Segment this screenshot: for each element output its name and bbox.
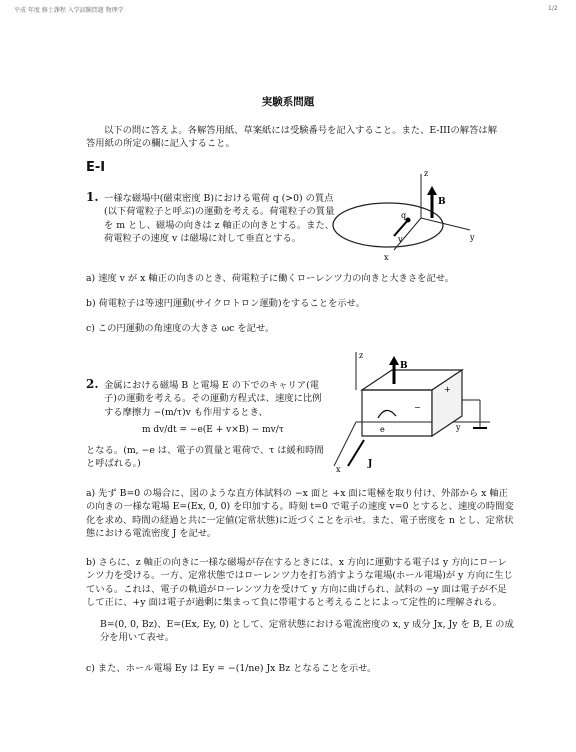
- page-header-left: 平成 年度 修士課程 入学試験問題 物理学: [14, 7, 124, 14]
- question-1b: b) 荷電粒子は等速円運動(サイクロトロン運動)をすることを示せ。: [86, 298, 365, 309]
- figure-hall-sample: [330, 348, 510, 476]
- page-title: 実験系問題: [261, 96, 315, 108]
- fig1-label-q: q: [401, 211, 407, 220]
- y-axis: [421, 218, 470, 230]
- equation-of-motion: m dv/dt = −e(E + v×B) − mv/τ: [142, 425, 284, 435]
- v-arrow: [394, 220, 408, 236]
- fig2-label-e: e: [380, 425, 385, 434]
- fig2-label-j: J: [368, 459, 373, 469]
- figure-cyclotron: [330, 168, 480, 268]
- electron-path: [378, 410, 396, 418]
- fig2-label-plus: +: [444, 385, 451, 394]
- fig1-label-x: x: [384, 253, 389, 262]
- intro-paragraph: 以下の問に答えよ。各解答用紙、草案紙には受験番号を記入すること。また、E-IIIの解答は解答用紙の所定の欄に記入すること。: [86, 125, 497, 150]
- fig1-label-b: B: [438, 197, 446, 207]
- question-2b-part2: B=(0, 0, Bz)、E=(Ex, Ey, 0) として、定常状態における電流密度の x, y 成分 Jx, Jy を B, E の成分を用いて表せ。: [100, 619, 514, 644]
- orbit-ellipse: [333, 203, 443, 247]
- question-2a: a) 先ず B=0 の場合に、図のような直方体試料の −x 面と +x 面に電極を取り付け、外部から x 軸正の向きの一様な電場 E=(Ex, 0, 0) を印加する。時刻 t=0 で電子の速度 v=0 とすると、速度の時間変化を求め、時間の経過と共に一定値(定常状態)に近づくことを示せ。また、電子密度を n とし、定常状態における電流密度 J を記せ。: [86, 488, 514, 539]
- question-1c: c) この円運動の角速度の大きさ ωc を記せ。: [86, 323, 275, 334]
- question-2-text: 金属における磁場 B と電場 E の下でのキャリア(電子)の運動を考える。その運動方程式は、速度に比例する摩擦力 −(m/τ)v も作用するとき、: [104, 380, 322, 418]
- question-1a: a) 速度 v が x 軸正の向きのとき、荷電粒子に働くローレンツ力の向きと大きさを記せ。: [86, 273, 455, 284]
- fig2-label-b: B: [400, 361, 408, 371]
- box-front: [362, 390, 432, 436]
- question-2b: b) さらに、z 軸正の向きに一様な磁場が存在するときには、x 方向に運動する電子は y 方向にローレンツ力を受ける。一方、定常状態ではローレンツ力を打ち消すような電場(ホール電場)が y 方向に生じている。これは、電子の軌道がローレンツ力を受けて y 方向に曲げられ、試料の −y 面は電子が不足して正に、+y 面は電子が過剰に集まって負に帯電すると考えることによって定性的に理解される。: [86, 557, 513, 608]
- fig2-label-z: z: [359, 351, 364, 360]
- question-1-text: 一様な磁場中(磁束密度 B)における電荷 q (>0) の質点(以下荷電粒子と呼ぶ)の運動を考える。荷電粒子の質量を m とし、磁場の向きは z 軸正の向きとする。また、荷電粒子の速度 v は磁場に対して垂直とする。: [104, 193, 335, 244]
- fig2-label-y: y: [456, 423, 461, 432]
- page-header-right: 1/2: [548, 5, 558, 12]
- question-1-number: 1.: [86, 190, 99, 204]
- fig1-label-z: z: [424, 169, 429, 178]
- section-heading: E-I: [86, 160, 106, 175]
- b-arrowhead: [427, 186, 437, 195]
- fig1-label-v: v: [398, 235, 403, 244]
- question-2c: c) また、ホール電場 Ey は Ey = −(1/ne) Jx Bz となることを示せ。: [86, 663, 377, 674]
- fig2-label-x: x: [336, 465, 341, 474]
- fig2-label-minus: −: [414, 403, 421, 412]
- fig1-label-y: y: [470, 233, 475, 242]
- question-2-number: 2.: [86, 377, 99, 391]
- j-arrow: [348, 440, 364, 466]
- b-arrowhead: [389, 356, 399, 365]
- question-2-text-cont: となる。(m, −e は、電子の質量と電荷で、τ は緩和時間と呼ばれる。): [86, 445, 324, 470]
